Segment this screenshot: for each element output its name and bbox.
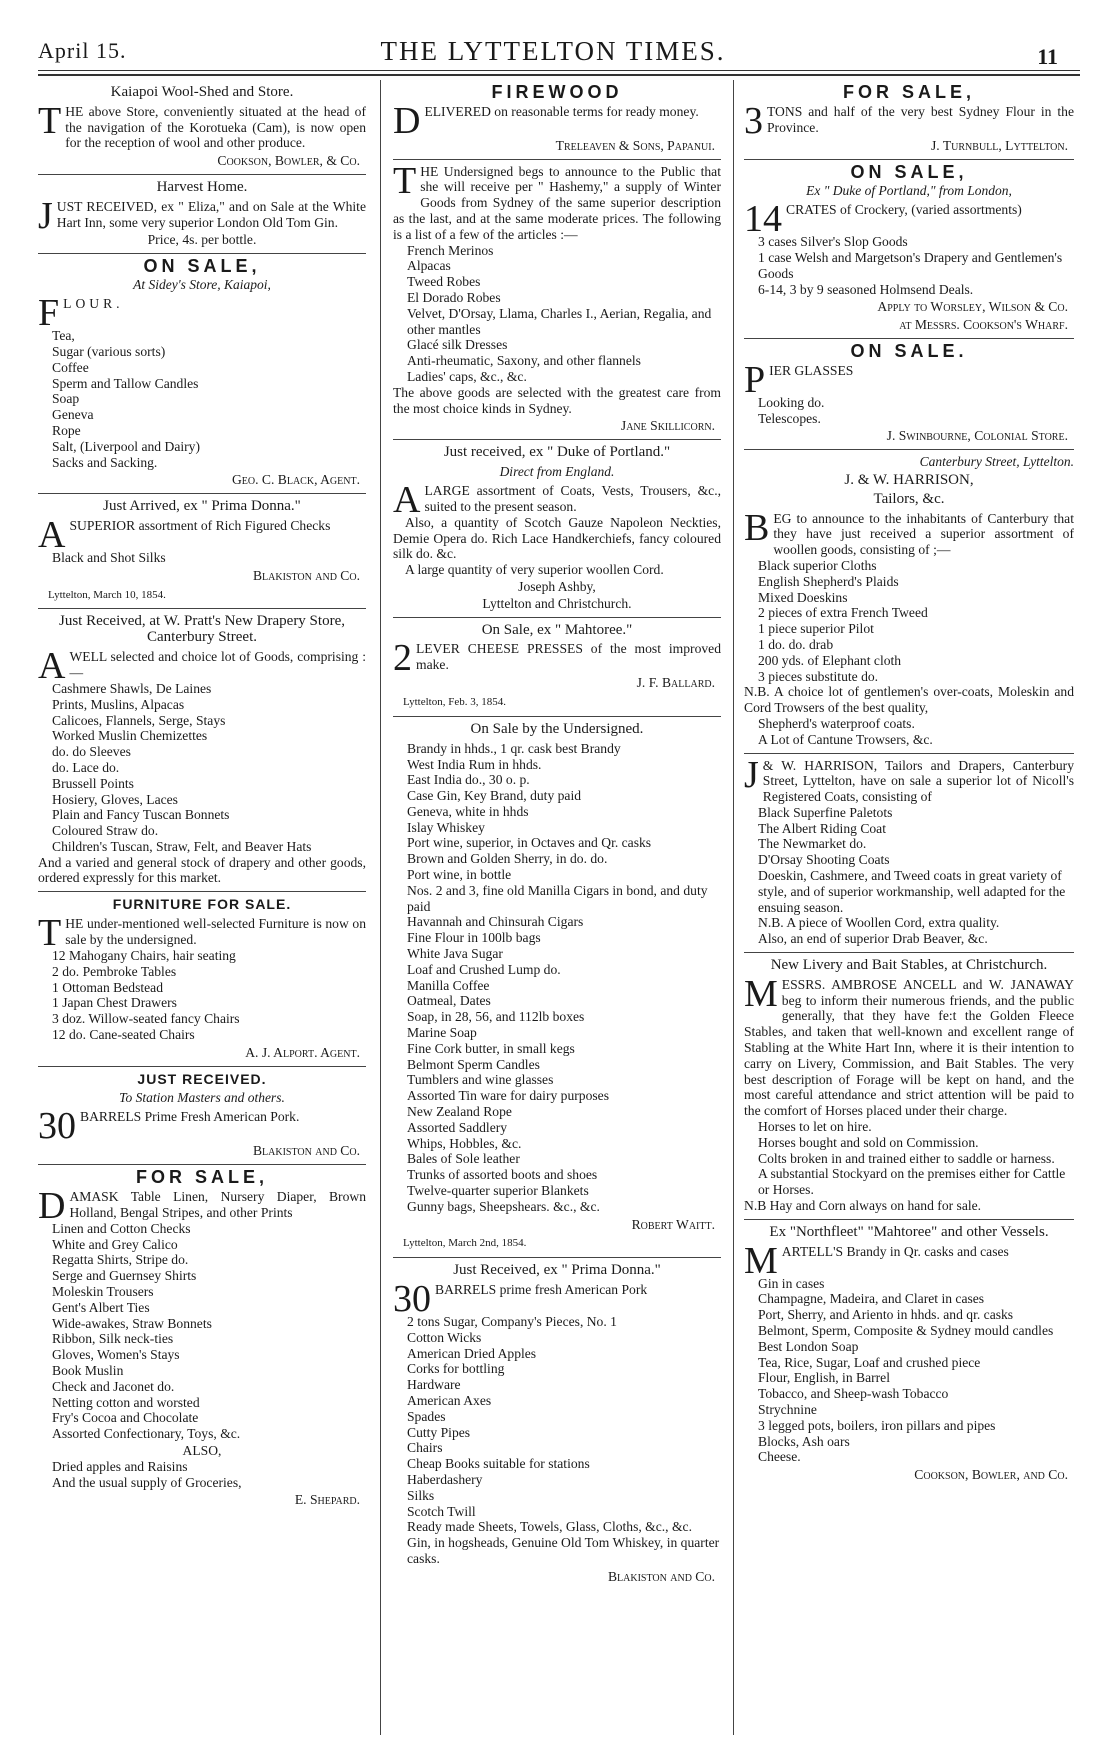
- drop-cap: A: [38, 513, 66, 556]
- ad-body: [38, 513, 366, 556]
- ad-text: ELIVERED on reasonable terms for ready money.: [424, 103, 699, 119]
- ad-note: N.B. A choice lot of gentlemen's over-coats, Moleskin and Cord Trowsers of the best quality,: [744, 684, 1074, 716]
- ad-text: ARTELL'S Brandy in Qr. casks and cases: [781, 1243, 1009, 1259]
- advertisement: [38, 609, 366, 892]
- advertisement: [38, 1165, 366, 1513]
- ad-heading: J. & W. HARRISON,: [844, 471, 974, 488]
- list-item: The Newmarket do.: [758, 836, 867, 852]
- ad-heading: On Sale by the Undersigned.: [470, 720, 644, 737]
- advertisement: [744, 754, 1074, 954]
- ad-tail: And a varied and general stock of drapery and other goods, ordered expressly for this market.: [38, 854, 366, 886]
- list-item: Sacks and Sacking.: [52, 454, 158, 470]
- list-item: Cheese.: [758, 1449, 801, 1465]
- page-number: 11: [1037, 44, 1058, 69]
- list-item: French Merinos: [407, 242, 494, 258]
- masthead-rule: [38, 70, 1080, 71]
- ad-body: [744, 972, 1074, 1119]
- ad-placeline: Canterbury Street, Lyttelton.: [919, 454, 1074, 470]
- ad-subheading: To Station Masters and others.: [119, 1090, 285, 1106]
- ad-text: BARRELS prime fresh American Pork: [435, 1282, 648, 1297]
- advertisement: [38, 892, 366, 1066]
- drop-cap: A: [393, 478, 421, 521]
- drop-cap: 30: [38, 1105, 76, 1148]
- ad-signature: Blakiston and Co.: [252, 567, 360, 583]
- list-item: The Albert Riding Coat: [758, 820, 886, 836]
- list-item: 12 do. Cane-seated Chairs: [52, 1027, 195, 1043]
- ad-body: [393, 478, 721, 521]
- ad-body: [393, 159, 721, 243]
- list-item: Brown and Golden Sherry, in do. do.: [407, 851, 608, 867]
- ad-signature: J. Swinbourne, Colonial Store.: [886, 428, 1068, 444]
- list-item: Horses to let on hire.: [758, 1119, 872, 1135]
- list-item: Regatta Shirts, Stripe do.: [52, 1252, 189, 1268]
- list-item: Brandy in hhds., 1 qr. cask best Brandy: [407, 740, 621, 756]
- ad-text: CRATES of Crockery, (varied assortments): [786, 202, 1022, 218]
- drop-cap: M: [744, 972, 778, 1015]
- advertisement: [744, 953, 1074, 1220]
- advertisement: [38, 1067, 366, 1165]
- list-item: Tea, Rice, Sugar, Loaf and crushed piece: [758, 1354, 981, 1370]
- advertisement: [393, 80, 721, 160]
- list-item: Ribbon, Silk neck-ties: [52, 1331, 174, 1347]
- list-item: Assorted Tin ware for dairy purposes: [407, 1088, 609, 1104]
- advertisement: [744, 160, 1074, 339]
- list-item: Tweed Robes: [407, 274, 481, 290]
- ad-signature: Cookson, Bowler, & Co.: [217, 153, 360, 169]
- drop-cap: A: [38, 644, 66, 687]
- advertisement: [744, 339, 1074, 450]
- list-item: Rope: [52, 422, 81, 438]
- list-item: Cotton Wicks: [407, 1329, 482, 1345]
- ad-text: IER GLASSES: [769, 362, 854, 378]
- ad-heading: JUST RECEIVED.: [137, 1070, 267, 1087]
- list-item: American Dried Apples: [407, 1345, 537, 1361]
- list-item: do. Lace do.: [52, 759, 120, 775]
- advertisement: [38, 254, 366, 495]
- list-item: Oatmeal, Dates: [407, 993, 491, 1009]
- list-item: 6-14, 3 by 9 seasoned Holmsend Deals.: [758, 281, 974, 297]
- ad-heading: Just Received, ex " Prima Donna.": [453, 1262, 661, 1279]
- ad-heading: FURNITURE FOR SALE.: [112, 896, 292, 913]
- ad-paragraph: A large quantity of very superior woollen Cord.: [405, 562, 664, 578]
- list-item: And the usual supply of Groceries,: [52, 1474, 242, 1490]
- list-item: Ready made Sheets, Towels, Glass, Cloths, &c., &c.: [407, 1519, 692, 1535]
- list-item: Moleskin Trousers: [52, 1284, 154, 1300]
- ad-text: ESSRS. AMBROSE ANCELL and W. JANAWAY beg to inform their numerous friends, and the public generally, that they have fe:t the Golden Fleece Stables, and taken that well-known and excellent range of Stabling at the White Hart Inn, where it is their intention to carry on Livery, Commission, and Bait Stables. The very best description of Forage will be kept on hand, and the most careful attendance and strict attention will be paid to the comfort of Horses placed under their charge.: [744, 976, 1074, 1119]
- list-item: American Axes: [407, 1392, 492, 1408]
- ad-signature: E. Shepard.: [294, 1492, 360, 1508]
- drop-cap: 3: [744, 99, 763, 142]
- list-item: Mixed Doeskins: [758, 589, 848, 605]
- list-item: Hosiery, Gloves, Laces: [52, 791, 178, 807]
- list-item: 3 cases Silver's Slop Goods: [758, 234, 908, 250]
- ad-text: SUPERIOR assortment of Rich Figured Checks: [69, 517, 331, 533]
- ad-signature: Geo. C. Black, Agent.: [231, 472, 360, 488]
- ad-text: EG to announce to the inhabitants of Canterbury that they have just received a superior assortment of woollen goods, consisting of ;—: [773, 510, 1074, 558]
- list-item: White Java Sugar: [407, 946, 503, 962]
- list-item: Tumblers and wine glasses: [407, 1072, 554, 1088]
- list-item: N.B. A piece of Woollen Cord, extra quality.: [758, 915, 1000, 931]
- advertisement: [393, 717, 721, 1258]
- ad-tail: The above goods are selected with the greatest care from the most choice kinds in Sydney.: [393, 384, 721, 416]
- ad-body: [744, 1239, 1074, 1282]
- list-item: Colts broken in and trained either to saddle or harness.: [758, 1150, 1055, 1166]
- list-item: Netting cotton and worsted: [52, 1394, 200, 1410]
- advertisement: [393, 1258, 721, 1589]
- list-item: 2 pieces of extra French Tweed: [758, 605, 928, 621]
- list-item: Manilla Coffee: [407, 977, 490, 993]
- issue-date: April 15.: [38, 38, 127, 63]
- ad-text: BARRELS Prime Fresh American Pork.: [80, 1109, 300, 1125]
- ad-signature: Jane Skillicorn.: [620, 418, 715, 434]
- ad-paragraph: Also, a quantity of Scotch Gauze Napoleon Neckties, Demie Opera do. Rich Lace Handkerchiefs, fancy coloured silk do. &c.: [393, 514, 721, 562]
- advertisement: [393, 160, 721, 441]
- list-item: Corks for bottling: [407, 1361, 505, 1377]
- ad-heading: New Livery and Bait Stables, at Christchurch.: [770, 957, 1048, 974]
- list-item: Hardware: [407, 1377, 461, 1393]
- list-item: Book Muslin: [52, 1363, 124, 1379]
- list-item: Assorted Confectionary, Toys, &c.: [52, 1426, 241, 1442]
- ad-subheading: Ex " Duke of Portland," from London,: [806, 183, 1012, 199]
- list-item: Islay Whiskey: [407, 819, 485, 835]
- ad-body: [38, 912, 366, 955]
- drop-cap: 30: [393, 1278, 431, 1320]
- list-item: Fry's Cocoa and Chocolate: [52, 1410, 199, 1426]
- ad-signature: at Messrs. Cookson's Wharf.: [899, 317, 1068, 333]
- ad-heading: FIREWOOD: [491, 82, 623, 102]
- advertisement: [38, 494, 366, 609]
- advertisement: [744, 1220, 1074, 1488]
- list-item: Alpacas: [407, 258, 451, 274]
- ad-body: [38, 1184, 366, 1227]
- list-item: Fine Cork butter, in small kegs: [407, 1040, 575, 1056]
- list-item: Gent's Albert Ties: [52, 1299, 150, 1315]
- ad-heading: Kaiapoi Wool-Shed and Store.: [110, 84, 294, 100]
- list-item: 2 do. Pembroke Tables: [52, 963, 177, 979]
- list-item: Serge and Guernsey Shirts: [52, 1268, 197, 1284]
- ad-text: AMASK Table Linen, Nursery Diaper, Brown Holland, Bengal Stripes, and other Prints: [69, 1188, 366, 1220]
- column-2: [393, 80, 721, 1740]
- list-item: Cheap Books suitable for stations: [407, 1456, 590, 1472]
- ad-heading: Ex "Northfleet" "Mahtoree" and other Vessels.: [769, 1223, 1049, 1240]
- ad-signature: Lyttelton and Christchurch.: [482, 595, 632, 611]
- ad-first-word: LOUR.: [63, 296, 124, 312]
- list-item: Ladies' caps, &c., &c.: [407, 368, 527, 384]
- list-item: Gin, in hogsheads, Genuine Old Tom Whiskey, in quarter casks.: [407, 1535, 720, 1566]
- list-item: Gin in cases: [758, 1275, 825, 1291]
- list-item: Sugar (various sorts): [52, 343, 166, 359]
- ad-body: [38, 1105, 366, 1148]
- ad-body: [744, 753, 1074, 805]
- ad-body: [393, 99, 721, 142]
- ad-heading: Just Received, at W. Pratt's New Drapery Store, Canterbury Street.: [59, 613, 345, 646]
- list-item: Check and Jaconet do.: [52, 1378, 175, 1394]
- list-item: Children's Tuscan, Straw, Felt, and Beaver Hats: [52, 838, 312, 854]
- ad-date: Lyttelton, Feb. 3, 1854.: [403, 696, 506, 709]
- list-item: Flour, English, in Barrel: [758, 1370, 890, 1386]
- list-item: 1 piece superior Pilot: [758, 621, 874, 637]
- list-item: Wide-awakes, Straw Bonnets: [52, 1315, 212, 1331]
- list-item: Best London Soap: [758, 1338, 859, 1354]
- ad-body: [744, 358, 1074, 401]
- drop-cap: 2: [393, 637, 412, 680]
- ad-signature: Treleaven & Sons, Papanui.: [555, 137, 715, 153]
- list-item: Black and Shot Silks: [52, 549, 166, 565]
- ad-body: [393, 1278, 721, 1320]
- drop-cap: B: [744, 506, 770, 549]
- list-item: Chairs: [407, 1440, 443, 1456]
- drop-cap: T: [393, 159, 417, 202]
- list-item: Silks: [407, 1487, 435, 1503]
- list-item: Trunks of assorted boots and shoes: [407, 1167, 598, 1183]
- list-item: 1 case Welsh and Margetson's Drapery and Gentlemen's Goods: [758, 249, 1063, 281]
- list-item: Bales of Sole leather: [407, 1151, 520, 1167]
- ad-heading: ON SALE,: [850, 161, 968, 182]
- ad-note: N.B Hay and Corn always on hand for sale.: [744, 1198, 982, 1214]
- list-item: West India Rum in hhds.: [407, 756, 542, 772]
- list-item: Geneva: [52, 407, 94, 423]
- paper-title: THE LYTTELTON TIMES.: [380, 36, 726, 66]
- list-item: Also, an end of superior Drab Beaver, &c.: [758, 931, 988, 947]
- ad-text: & W. HARRISON, Tailors and Drapers, Canterbury Street, Lyttelton, have on sale a superior lot of Nicoll's Registered Coats, consisting of: [762, 757, 1074, 805]
- list-item: Geneva, white in hhds: [407, 803, 529, 819]
- column-divider: [380, 80, 381, 1735]
- list-item: Soap: [52, 391, 80, 407]
- ad-heading: Tailors, &c.: [873, 490, 945, 507]
- advertisement: [393, 440, 721, 617]
- ad-price: Price, 4s. per bottle.: [147, 231, 257, 247]
- ad-signature: Apply to Worsley, Wilson & Co.: [877, 299, 1068, 315]
- list-item: Marine Soap: [407, 1025, 477, 1041]
- list-item: Sperm and Tallow Candles: [52, 375, 199, 391]
- list-item: Whips, Hobbles, &c.: [407, 1135, 522, 1151]
- ad-body: [38, 292, 366, 335]
- list-item: Coffee: [52, 359, 89, 375]
- list-item: A Lot of Cantune Trowsers, &c.: [758, 731, 933, 747]
- ad-signature: Joseph Ashby,: [518, 578, 596, 594]
- column-1: [38, 80, 366, 1740]
- list-item: 2 tons Sugar, Company's Pieces, No. 1: [407, 1314, 617, 1329]
- list-item: Assorted Saddlery: [407, 1119, 508, 1135]
- list-item: Port wine, superior, in Octaves and Qr. casks: [407, 835, 652, 851]
- ad-heading: ON SALE.: [850, 340, 968, 361]
- drop-cap: T: [38, 99, 62, 142]
- advertisement: [744, 450, 1074, 753]
- list-item: Belmont, Sperm, Composite & Sydney mould candles: [758, 1323, 1054, 1338]
- ad-heading: FOR SALE,: [842, 82, 975, 102]
- ad-date: Lyttelton, March 2nd, 1854.: [403, 1237, 527, 1250]
- ad-heading: ON SALE,: [143, 255, 261, 276]
- ad-heading: Just Arrived, ex " Prima Donna.": [103, 498, 301, 515]
- list-item: Calicoes, Flannels, Serge, Stays: [52, 712, 226, 728]
- list-item: D'Orsay Shooting Coats: [758, 852, 890, 868]
- list-item: White and Grey Calico: [52, 1236, 178, 1252]
- ad-text: HE under-mentioned well-selected Furniture is now on sale by the undersigned.: [65, 916, 366, 947]
- list-item: Cutty Pipes: [407, 1424, 471, 1440]
- list-item: A substantial Stockyard on the premises either for Cattle or Horses.: [758, 1166, 1066, 1198]
- ad-date: Lyttelton, March 10, 1854.: [48, 588, 166, 601]
- list-item: Plain and Fancy Tuscan Bonnets: [52, 807, 230, 823]
- ad-signature: Cookson, Bowler, and Co.: [914, 1467, 1068, 1483]
- ad-signature: J. Turnbull, Lyttelton.: [931, 137, 1068, 153]
- drop-cap: M: [744, 1239, 778, 1282]
- list-item: Spades: [407, 1408, 446, 1424]
- ad-subheading: Direct from England.: [499, 463, 615, 479]
- list-item: Port wine, in bottle: [407, 867, 512, 883]
- list-item: Worked Muslin Chemizettes: [52, 728, 208, 744]
- list-item: Linen and Cotton Checks: [52, 1220, 191, 1236]
- list-item: Gunny bags, Sheepshears. &c., &c.: [407, 1198, 600, 1214]
- list-item: Coloured Straw do.: [52, 823, 159, 839]
- list-item: Tea,: [52, 328, 75, 344]
- list-item: Belmont Sperm Candles: [407, 1056, 540, 1072]
- list-item: Shepherd's waterproof coats.: [758, 715, 915, 731]
- list-item: Case Gin, Key Brand, duty paid: [407, 788, 582, 804]
- drop-cap: D: [393, 99, 421, 142]
- ad-text: HE Undersigned begs to announce to the Public that she will receive per " Hashemy," a supply of Winter Goods from Sydney of the same superior description as the last, and at the same moderate prices. The following is a list of a few of the articles :—: [393, 163, 721, 242]
- advertisement: [393, 618, 721, 717]
- ad-body: [393, 637, 721, 680]
- list-item: Fine Flour in 100lb bags: [407, 930, 541, 946]
- list-item: Nos. 2 and 3, fine old Manilla Cigars in bond, and duty paid: [407, 882, 708, 914]
- advertisement: [38, 175, 366, 254]
- list-item: Twelve-quarter superior Blankets: [407, 1183, 589, 1199]
- ad-body: [744, 506, 1074, 558]
- list-item: English Shepherd's Plaids: [758, 573, 899, 589]
- ad-text: WELL selected and choice lot of Goods, comprising :—: [69, 648, 366, 680]
- list-item: Glacé silk Dresses: [407, 337, 508, 353]
- ad-text: LEVER CHEESE PRESSES of the most improved make.: [416, 641, 721, 673]
- list-item: do. do Sleeves: [52, 744, 131, 760]
- advertisement: [38, 80, 366, 175]
- list-item: Loaf and Crushed Lump do.: [407, 961, 561, 977]
- ad-signature: A. J. Alport. Agent.: [245, 1044, 360, 1060]
- list-item: 12 Mahogany Chairs, hair seating: [52, 948, 236, 964]
- masthead-rule-thick: [38, 74, 1080, 76]
- ad-body: [744, 99, 1074, 142]
- list-item: Dried apples and Raisins: [52, 1458, 188, 1474]
- ad-signature: Blakiston and Co.: [607, 1568, 715, 1584]
- list-item: Salt, (Liverpool and Dairy): [52, 438, 200, 454]
- ad-body: [38, 194, 366, 237]
- list-item: Tobacco, and Sheep-wash Tobacco: [758, 1386, 949, 1402]
- ad-heading: On Sale, ex " Mahtoree.": [481, 621, 633, 638]
- list-item: 3 doz. Willow-seated fancy Chairs: [52, 1011, 240, 1027]
- drop-cap: J: [38, 194, 53, 237]
- list-item: New Zealand Rope: [407, 1104, 512, 1120]
- list-item: Havannah and Chinsurah Cigars: [407, 914, 584, 930]
- list-item: Scotch Twill: [407, 1503, 476, 1519]
- ad-signature: J. F. Ballard.: [636, 675, 715, 691]
- ad-body: [38, 644, 366, 687]
- list-item: Soap, in 28, 56, and 112lb boxes: [407, 1009, 585, 1025]
- list-item: Blocks, Ash oars: [758, 1433, 850, 1449]
- ad-text: UST RECEIVED, ex " Eliza," and on Sale at the White Hart Inn, some very superior London Old Tom Gin.: [56, 198, 366, 230]
- drop-cap: D: [38, 1184, 66, 1227]
- column-divider: [733, 80, 734, 1735]
- list-item: 1 Ottoman Bedstead: [52, 979, 163, 995]
- ad-text: LARGE assortment of Coats, Vests, Trousers, &c., suited to the present season.: [424, 482, 721, 514]
- list-item: Brussell Points: [52, 775, 134, 791]
- list-item: Black superior Cloths: [758, 557, 877, 573]
- list-item: 1 Japan Chest Drawers: [52, 995, 177, 1011]
- list-item: 3 pieces substitute do.: [758, 668, 879, 684]
- list-item: Prints, Muslins, Alpacas: [52, 696, 185, 712]
- column-3: [744, 80, 1074, 1740]
- list-item: Cashmere Shawls, De Laines: [52, 680, 212, 696]
- advertisement: [744, 80, 1074, 160]
- ad-text: HE above Store, conveniently situated at the head of the navigation of the Korotueka (Cam), is now open for the reception of wool and other produce.: [65, 103, 366, 151]
- drop-cap: F: [38, 292, 60, 335]
- ad-signature: Robert Waitt.: [631, 1216, 715, 1232]
- list-item: Strychnine: [758, 1401, 817, 1417]
- ad-heading: Just received, ex " Duke of Portland.": [443, 444, 671, 461]
- drop-cap: J: [744, 753, 759, 796]
- list-item: Haberdashery: [407, 1471, 483, 1487]
- list-item: El Dorado Robes: [407, 289, 501, 305]
- drop-cap: P: [744, 358, 766, 401]
- ad-body: [38, 99, 366, 151]
- list-item: Champagne, Madeira, and Claret in cases: [758, 1291, 985, 1307]
- list-item: 1 do. do. drab: [758, 636, 834, 652]
- list-item: 3 legged pots, boilers, iron pillars and pipes: [758, 1417, 996, 1433]
- list-item: Telescopes.: [758, 410, 821, 426]
- drop-cap: T: [38, 912, 62, 955]
- list-item: Gloves, Women's Stays: [52, 1347, 180, 1363]
- ad-text: TONS and half of the very best Sydney Flour in the Province.: [767, 103, 1074, 135]
- list-item: Doeskin, Cashmere, and Tweed coats in great variety of style, and of superior workmanship, well adapted for the ensuing season.: [758, 868, 1066, 915]
- drop-cap: 14: [744, 198, 782, 241]
- ad-subheading: At Sidey's Store, Kaiapoi,: [133, 277, 271, 293]
- ad-also: ALSO,: [182, 1443, 222, 1458]
- list-item: Looking do.: [758, 394, 825, 410]
- ad-body: [744, 198, 1074, 241]
- ad-signature: Blakiston and Co.: [252, 1143, 360, 1159]
- list-item: Black Superfine Paletots: [758, 804, 893, 820]
- list-item: Port, Sherry, and Ariento in hhds. and qr. casks: [758, 1307, 1014, 1323]
- list-item: 200 yds. of Elephant cloth: [758, 652, 902, 668]
- list-item: East India do., 30 o. p.: [407, 772, 530, 788]
- list-item: Velvet, D'Orsay, Llama, Charles I., Aerian, Regalia, and other mantles: [407, 305, 712, 337]
- list-item: Anti-rheumatic, Saxony, and other flannels: [407, 353, 641, 369]
- ad-heading: Harvest Home.: [156, 178, 248, 195]
- ad-heading: FOR SALE,: [135, 1167, 268, 1188]
- list-item: Horses bought and sold on Commission.: [758, 1134, 979, 1150]
